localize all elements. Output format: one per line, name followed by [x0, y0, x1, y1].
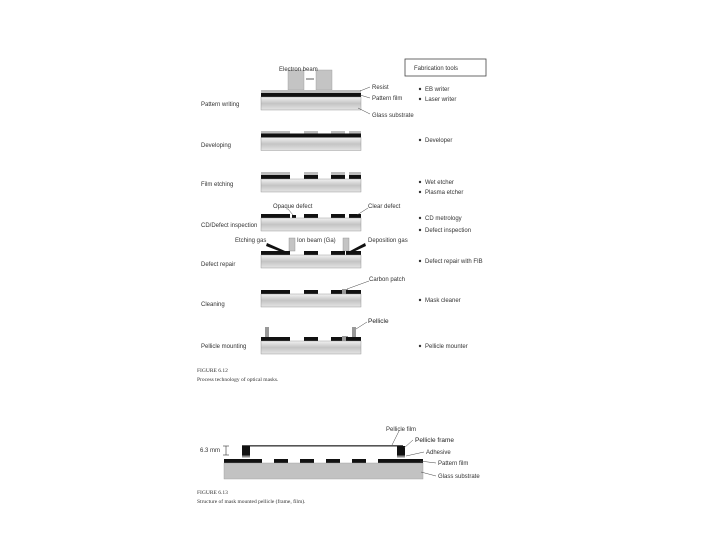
tools-list: [419, 87, 483, 350]
step-label-defect-repair: Defect repair: [201, 262, 236, 268]
tool-item: Mask cleaner: [425, 298, 461, 304]
tool-item: Wet etcher: [425, 180, 454, 186]
step-film-etching: [261, 172, 361, 192]
tool-item: EB writer: [425, 87, 450, 93]
tool-item: CD metrology: [425, 216, 462, 222]
tool-item: Defect repair with FIB: [425, 259, 483, 265]
pellicle-frame-label: Pellicle frame: [415, 437, 455, 444]
step-label-cd-defect-inspection: CD/Defect inspection: [201, 223, 258, 229]
glass-substrate-bottom-label: Glass substrate: [438, 474, 480, 480]
figure-6-12-number: FIGURE 6.12: [197, 368, 228, 374]
tool-item: Plasma etcher: [425, 190, 464, 196]
carbon-patch-label: Carbon patch: [369, 277, 406, 283]
pellicle-height-label: 6.3 mm: [200, 448, 221, 454]
step-label-cleaning: Cleaning: [201, 302, 225, 308]
opaque-defect-label: Opaque defect: [273, 204, 313, 210]
pattern-film-label: Pattern film: [372, 96, 403, 102]
step-label-film-etching: Film etching: [201, 182, 234, 188]
step-label-pattern-writing: Pattern writing: [201, 102, 240, 108]
pattern-film-bottom-label: Pattern film: [438, 461, 469, 467]
tool-item: Defect inspection: [425, 228, 472, 234]
step-cd-defect-inspection: [261, 208, 368, 231]
resist-label: Resist: [372, 85, 389, 91]
clear-defect-label: Clear defect: [368, 204, 401, 210]
step-label-developing: Developing: [201, 143, 232, 149]
step-cleaning: [261, 281, 369, 307]
pellicle-label: Pellicle: [368, 318, 389, 325]
ion-beam-label: Ion beam (Ga): [297, 238, 336, 244]
adhesive-label: Adhesive: [426, 450, 451, 456]
tool-item: Developer: [425, 138, 453, 144]
deposition-gas-label: Deposition gas: [368, 238, 408, 244]
step-pattern-writing: [261, 70, 370, 114]
figure-6-13-caption: Structure of mask mounted pellicle (frame, film).: [197, 499, 306, 505]
figure-6-12-caption: Process technology of optical masks.: [197, 377, 279, 383]
step-pellicle-mounting: [261, 322, 367, 354]
figure-6-13-number: FIGURE 6.13: [197, 490, 228, 496]
electron-beam-label: Electron beam: [279, 67, 318, 73]
tool-item: Pellicle mounter: [425, 344, 468, 350]
step-developing: [261, 131, 361, 151]
etching-gas-label: Etching gas: [235, 238, 267, 244]
step-label-pellicle-mounting: Pellicle mounting: [201, 344, 247, 350]
pellicle-structure-diagram: [223, 431, 436, 479]
glass-substrate-label: Glass substrate: [372, 113, 414, 119]
fabrication-tools-title: Fabrication tools: [414, 66, 459, 72]
pellicle-film-label: Pellicle film: [386, 427, 417, 433]
tool-item: Laser writer: [425, 97, 457, 103]
